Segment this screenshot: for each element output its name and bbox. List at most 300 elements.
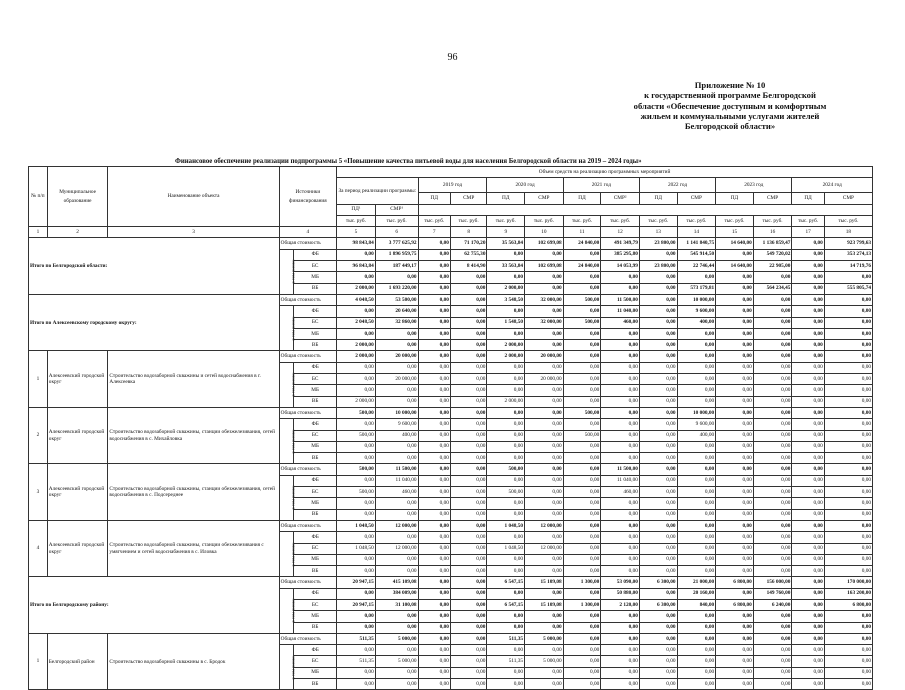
value-cell: 0,00 <box>677 272 716 283</box>
value-cell: 0,00 <box>792 249 824 260</box>
value-cell: 0,00 <box>418 622 450 633</box>
value-cell: 11 040,00 <box>601 306 640 317</box>
value-cell: 500,00 <box>487 487 525 498</box>
value-cell: 2 000,00 <box>487 340 525 351</box>
value-cell: 6 800,00 <box>716 599 754 610</box>
value-cell: 20 000,00 <box>375 374 418 385</box>
value-cell: 0,00 <box>677 464 716 475</box>
value-cell: 0,00 <box>525 566 564 577</box>
value-cell: 62 755,30 <box>450 249 487 260</box>
value-cell: 0,00 <box>824 509 872 520</box>
source-label: ФБ <box>294 419 337 430</box>
value-cell: 0,00 <box>639 340 677 351</box>
value-cell: 0,00 <box>753 453 792 464</box>
value-cell: 0,00 <box>525 498 564 509</box>
value-cell: 1 048,50 <box>487 520 525 531</box>
value-cell: 0,00 <box>525 306 564 317</box>
value-cell: 384 009,00 <box>375 588 418 599</box>
value-cell: 500,00 <box>563 407 601 418</box>
value-cell: 0,00 <box>753 554 792 565</box>
value-cell: 0,00 <box>375 622 418 633</box>
source-label: БС <box>294 599 337 610</box>
value-cell: 0,00 <box>792 317 824 328</box>
value-cell: 0,00 <box>563 453 601 464</box>
appendix-line: жильем и коммунальными услугами жителей <box>640 110 820 121</box>
col-number: 12 <box>601 227 640 238</box>
col-number: 14 <box>677 227 716 238</box>
value-cell: 0,00 <box>418 328 450 339</box>
value-cell: 0,00 <box>563 622 601 633</box>
source-label: МБ <box>294 272 337 283</box>
value-cell: 1 048,50 <box>487 543 525 554</box>
value-cell: 0,00 <box>792 487 824 498</box>
unit-cell: тыс. руб. <box>677 215 716 226</box>
value-cell: 0,00 <box>677 679 716 690</box>
value-cell: 0,00 <box>792 645 824 656</box>
appendix-header <box>615 80 845 131</box>
value-cell: 0,00 <box>639 441 677 452</box>
value-cell: 0,00 <box>716 679 754 690</box>
value-cell: 0,00 <box>792 464 824 475</box>
value-cell: 24 840,00 <box>563 238 601 249</box>
value-cell: 0,00 <box>716 441 754 452</box>
value-cell: 0,00 <box>450 679 487 690</box>
value-cell: 0,00 <box>525 532 564 543</box>
value-cell: 0,00 <box>824 362 872 373</box>
header-year-2022: 2022 год <box>639 178 715 193</box>
block-total-row <box>29 294 873 305</box>
value-cell: 0,00 <box>418 520 450 531</box>
value-cell: 0,00 <box>601 362 640 373</box>
header-smr: СМР <box>525 193 564 204</box>
value-cell: 0,00 <box>375 554 418 565</box>
value-cell: 0,00 <box>639 532 677 543</box>
value-cell: 0,00 <box>450 419 487 430</box>
value-cell: 15 109,08 <box>525 599 564 610</box>
municipality-cell: Белгородский район <box>47 633 108 689</box>
source-label: ФБ <box>294 645 337 656</box>
source-label: МБ <box>294 667 337 678</box>
unit-cell: тыс. руб. <box>824 215 872 226</box>
value-cell: 6 800,00 <box>716 577 754 588</box>
value-cell: 0,00 <box>601 441 640 452</box>
value-cell: 0,00 <box>601 509 640 520</box>
value-cell: 460,00 <box>375 487 418 498</box>
header-pd: ПД <box>563 193 601 204</box>
value-cell: 500,00 <box>487 464 525 475</box>
value-cell: 1 141 840,75 <box>677 238 716 249</box>
value-cell: 0,00 <box>450 407 487 418</box>
value-cell: 0,00 <box>487 407 525 418</box>
value-cell: 53 090,00 <box>601 577 640 588</box>
value-cell: 0,00 <box>418 430 450 441</box>
row-number: 2 <box>29 407 48 463</box>
value-cell: 0,00 <box>450 543 487 554</box>
value-cell: 0,00 <box>792 396 824 407</box>
value-cell: 0,00 <box>601 407 640 418</box>
header-pd-total: ПД¹ <box>337 204 376 215</box>
value-cell: 2 000,00 <box>337 340 376 351</box>
value-cell: 14 719,76 <box>824 261 872 272</box>
object-name-cell: Строительство водозаборной скважины и сетей водоснабжения в г. Алексеевка <box>108 351 279 407</box>
value-cell: 71 170,20 <box>450 238 487 249</box>
value-cell: 0,00 <box>753 622 792 633</box>
header-smr: СМР <box>677 193 716 204</box>
value-cell: 0,00 <box>716 509 754 520</box>
value-cell: 14 640,00 <box>716 261 754 272</box>
value-cell: 0,00 <box>525 407 564 418</box>
value-cell: 0,00 <box>375 362 418 373</box>
value-cell: 0,00 <box>375 340 418 351</box>
value-cell: 0,00 <box>792 261 824 272</box>
value-cell: 0,00 <box>601 679 640 690</box>
value-cell: 0,00 <box>716 306 754 317</box>
value-cell: 5 000,00 <box>525 633 564 644</box>
value-cell: 0,00 <box>792 430 824 441</box>
value-cell: 11 040,00 <box>375 475 418 486</box>
municipality-cell: Алексеевский городской округ <box>47 407 108 463</box>
municipality-cell: Алексеевский городской округ <box>47 351 108 407</box>
value-cell: 0,00 <box>716 385 754 396</box>
incl-label: в том числе: <box>290 655 296 680</box>
value-cell: 0,00 <box>487 622 525 633</box>
value-cell: 0,00 <box>753 543 792 554</box>
value-cell: 0,00 <box>753 509 792 520</box>
value-cell: 0,00 <box>418 532 450 543</box>
value-cell: 0,00 <box>824 294 872 305</box>
header-no: № п/п <box>29 167 48 227</box>
value-cell: 0,00 <box>418 645 450 656</box>
value-cell: 491 349,79 <box>601 238 640 249</box>
value-cell: 0,00 <box>716 622 754 633</box>
value-cell: 0,00 <box>824 498 872 509</box>
value-cell: 0,00 <box>753 498 792 509</box>
value-cell: 0,00 <box>450 599 487 610</box>
value-cell: 0,00 <box>716 249 754 260</box>
value-cell: 23 800,00 <box>639 238 677 249</box>
incl-cell <box>279 532 294 577</box>
block-total-row <box>29 577 873 588</box>
source-label: БС <box>294 374 337 385</box>
table-body <box>29 238 873 690</box>
value-cell: 840,00 <box>677 599 716 610</box>
value-cell: 0,00 <box>563 611 601 622</box>
value-cell: 0,00 <box>792 283 824 294</box>
unit-cell: тыс. руб. <box>375 215 418 226</box>
header-year-2020: 2020 год <box>487 178 563 193</box>
value-cell: 0,00 <box>525 611 564 622</box>
unit-cell: тыс. руб. <box>450 215 487 226</box>
header-pd: ПД <box>487 193 525 204</box>
value-cell: 0,00 <box>418 407 450 418</box>
value-cell: 0,00 <box>792 328 824 339</box>
value-cell: 0,00 <box>525 509 564 520</box>
value-cell: 0,00 <box>418 464 450 475</box>
source-label: МБ <box>294 385 337 396</box>
source-label: МБ <box>294 554 337 565</box>
value-cell: 32 000,00 <box>525 294 564 305</box>
value-cell: 0,00 <box>716 554 754 565</box>
incl-label: в том числе: <box>290 372 296 397</box>
value-cell: 1 300,00 <box>563 577 601 588</box>
value-cell: 0,00 <box>824 622 872 633</box>
value-cell: 0,00 <box>450 430 487 441</box>
value-cell: 0,00 <box>487 272 525 283</box>
value-cell: 0,00 <box>487 588 525 599</box>
value-cell: 0,00 <box>563 441 601 452</box>
value-cell: 0,00 <box>418 385 450 396</box>
unit-cell: тыс. руб. <box>753 215 792 226</box>
value-cell: 0,00 <box>824 419 872 430</box>
incl-cell <box>279 588 294 633</box>
value-cell: 0,00 <box>716 487 754 498</box>
value-cell: 6 240,00 <box>753 599 792 610</box>
value-cell: 0,00 <box>716 351 754 362</box>
value-cell: 0,00 <box>418 362 450 373</box>
value-cell: 0,00 <box>753 407 792 418</box>
incl-label: в том числе: <box>290 542 296 567</box>
incl-label: в том числе: <box>290 485 296 510</box>
value-cell: 0,00 <box>337 374 376 385</box>
value-cell: 0,00 <box>337 385 376 396</box>
value-cell: 0,00 <box>563 374 601 385</box>
value-cell: 0,00 <box>639 645 677 656</box>
value-cell: 0,00 <box>601 543 640 554</box>
value-cell: 0,00 <box>753 611 792 622</box>
header-pd: ПД <box>639 193 677 204</box>
value-cell: 0,00 <box>450 566 487 577</box>
value-cell: 20 640,00 <box>375 306 418 317</box>
value-cell: 2 000,00 <box>487 351 525 362</box>
value-cell: 0,00 <box>337 249 376 260</box>
value-cell: 0,00 <box>418 498 450 509</box>
value-cell: 0,00 <box>824 656 872 667</box>
source-label: ФБ <box>294 588 337 599</box>
value-cell: 20 000,00 <box>375 351 418 362</box>
value-cell: 0,00 <box>450 622 487 633</box>
value-cell: 0,00 <box>418 509 450 520</box>
value-cell: 0,00 <box>563 554 601 565</box>
value-cell: 500,00 <box>563 317 601 328</box>
value-cell: 0,00 <box>601 385 640 396</box>
value-cell: 50 880,00 <box>601 588 640 599</box>
value-cell: 0,00 <box>563 475 601 486</box>
value-cell: 0,00 <box>601 667 640 678</box>
value-cell: 0,00 <box>450 351 487 362</box>
value-cell: 0,00 <box>601 498 640 509</box>
value-cell: 0,00 <box>487 385 525 396</box>
value-cell: 0,00 <box>824 611 872 622</box>
value-cell: 0,00 <box>753 340 792 351</box>
value-cell: 0,00 <box>677 532 716 543</box>
value-cell: 0,00 <box>792 599 824 610</box>
value-cell: 0,00 <box>716 645 754 656</box>
value-cell: 0,00 <box>418 351 450 362</box>
value-cell: 0,00 <box>824 351 872 362</box>
value-cell: 0,00 <box>418 453 450 464</box>
value-cell: 0,00 <box>601 656 640 667</box>
value-cell: 0,00 <box>639 396 677 407</box>
value-cell: 0,00 <box>792 272 824 283</box>
value-cell: 400,00 <box>677 317 716 328</box>
value-cell: 0,00 <box>487 362 525 373</box>
value-cell: 0,00 <box>337 588 376 599</box>
value-cell: 0,00 <box>753 566 792 577</box>
value-cell: 0,00 <box>792 362 824 373</box>
value-cell: 0,00 <box>525 475 564 486</box>
value-cell: 0,00 <box>525 249 564 260</box>
value-cell: 0,00 <box>487 554 525 565</box>
value-cell: 0,00 <box>792 374 824 385</box>
value-cell: 24 840,00 <box>563 261 601 272</box>
value-cell: 0,00 <box>601 633 640 644</box>
value-cell: 0,00 <box>450 656 487 667</box>
value-cell: 0,00 <box>337 475 376 486</box>
value-cell: 0,00 <box>450 374 487 385</box>
value-cell: 0,00 <box>525 283 564 294</box>
header-total-period: За период реализации программы: <box>337 178 418 204</box>
value-cell: 0,00 <box>716 407 754 418</box>
value-cell: 0,00 <box>418 487 450 498</box>
header-funds-group: Объем средств на реализацию программных мероприятий <box>337 167 873 178</box>
value-cell: 0,00 <box>792 340 824 351</box>
value-cell: 0,00 <box>716 667 754 678</box>
value-cell: 0,00 <box>639 294 677 305</box>
value-cell: 0,00 <box>639 306 677 317</box>
value-cell: 0,00 <box>337 679 376 690</box>
col-number: 3 <box>108 227 279 238</box>
value-cell: 0,00 <box>753 317 792 328</box>
value-cell: 0,00 <box>375 509 418 520</box>
financing-table-wrapper <box>28 166 873 687</box>
value-cell: 0,00 <box>418 599 450 610</box>
value-cell: 0,00 <box>824 464 872 475</box>
value-cell: 0,00 <box>792 679 824 690</box>
value-cell: 0,00 <box>525 487 564 498</box>
object-name-cell: Строительство водозаборной скважины в с. Бродок <box>108 633 279 689</box>
value-cell: 0,00 <box>824 667 872 678</box>
value-cell: 0,00 <box>525 679 564 690</box>
value-cell: 0,00 <box>487 667 525 678</box>
value-cell: 0,00 <box>792 543 824 554</box>
value-cell: 511,35 <box>487 656 525 667</box>
value-cell: 0,00 <box>639 464 677 475</box>
row-number: 1 <box>29 633 48 689</box>
value-cell: 0,00 <box>337 532 376 543</box>
value-cell: 0,00 <box>753 633 792 644</box>
value-cell: 0,00 <box>450 294 487 305</box>
value-cell: 0,00 <box>792 554 824 565</box>
header-year-2023: 2023 год <box>716 178 792 193</box>
object-name-cell: Строительство водозаборной скважины, станции обезжелезивания с умягчением и сетей водоснабжения в с. Иловка <box>108 520 279 576</box>
value-cell: 0,00 <box>450 385 487 396</box>
value-cell: 0,00 <box>563 645 601 656</box>
value-cell: 0,00 <box>753 441 792 452</box>
value-cell: 0,00 <box>337 453 376 464</box>
value-cell: 0,00 <box>716 340 754 351</box>
value-cell: 0,00 <box>824 543 872 554</box>
col-number: 4 <box>279 227 336 238</box>
value-cell: 0,00 <box>563 498 601 509</box>
value-cell: 102 699,08 <box>525 261 564 272</box>
value-cell: 0,00 <box>601 351 640 362</box>
value-cell: 0,00 <box>716 532 754 543</box>
value-cell: 0,00 <box>716 611 754 622</box>
value-cell: 0,00 <box>487 453 525 464</box>
value-cell: 0,00 <box>418 306 450 317</box>
value-cell: 187 449,17 <box>375 261 418 272</box>
value-cell: 0,00 <box>716 453 754 464</box>
header-year-2021: 2021 год <box>563 178 639 193</box>
value-cell: 0,00 <box>525 385 564 396</box>
col-number: 2 <box>47 227 108 238</box>
col-number: 17 <box>792 227 824 238</box>
source-label: ФБ <box>294 475 337 486</box>
value-cell: 0,00 <box>716 633 754 644</box>
value-cell: 0,00 <box>716 543 754 554</box>
value-cell: 0,00 <box>639 272 677 283</box>
municipality-cell: Алексеевский городской округ <box>47 520 108 576</box>
value-cell: 1 048,50 <box>337 543 376 554</box>
value-cell: 0,00 <box>639 453 677 464</box>
value-cell: 0,00 <box>563 679 601 690</box>
value-cell: 0,00 <box>525 396 564 407</box>
value-cell: 0,00 <box>418 249 450 260</box>
incl-label: в том числе: <box>290 598 296 623</box>
header-pd: ПД <box>792 193 824 204</box>
value-cell: 0,00 <box>677 656 716 667</box>
value-cell: 1 048,50 <box>337 520 376 531</box>
value-cell: 32 860,00 <box>375 317 418 328</box>
value-cell: 6 547,15 <box>487 577 525 588</box>
value-cell: 511,35 <box>487 633 525 644</box>
value-cell: 0,00 <box>677 351 716 362</box>
value-cell: 0,00 <box>677 520 716 531</box>
value-cell: 0,00 <box>450 464 487 475</box>
incl-cell <box>279 249 294 294</box>
table-title: Финансовое обеспечение реализации подпрограммы 5 «Повышение качества питьевой воды для населения Белгородской области на 2019 – 2024 годы» <box>175 158 642 165</box>
block-total-row <box>29 633 873 644</box>
value-cell: 5 000,00 <box>525 656 564 667</box>
value-cell: 0,00 <box>525 328 564 339</box>
value-cell: 12 000,00 <box>525 520 564 531</box>
appendix-line: Приложение № 10 <box>694 80 766 90</box>
value-cell: 12 000,00 <box>525 543 564 554</box>
value-cell: 6 800,00 <box>824 599 872 610</box>
value-cell: 0,00 <box>563 385 601 396</box>
block-total-row <box>29 407 873 418</box>
value-cell: 0,00 <box>753 487 792 498</box>
value-cell: 0,00 <box>450 554 487 565</box>
value-cell: 0,00 <box>639 362 677 373</box>
unit-cell: тыс. руб. <box>525 215 564 226</box>
value-cell: 0,00 <box>337 328 376 339</box>
value-cell: 0,00 <box>639 656 677 667</box>
value-cell: 0,00 <box>716 396 754 407</box>
value-cell: 0,00 <box>450 475 487 486</box>
value-cell: 0,00 <box>487 430 525 441</box>
value-cell: 2 000,00 <box>487 396 525 407</box>
value-cell: 163 200,00 <box>824 588 872 599</box>
value-cell: 0,00 <box>639 679 677 690</box>
value-cell: 0,00 <box>525 588 564 599</box>
value-cell: 0,00 <box>824 633 872 644</box>
value-cell: 0,00 <box>601 622 640 633</box>
value-cell: 0,00 <box>792 566 824 577</box>
value-cell: 0,00 <box>792 667 824 678</box>
value-cell: 0,00 <box>337 498 376 509</box>
value-cell: 0,00 <box>563 487 601 498</box>
